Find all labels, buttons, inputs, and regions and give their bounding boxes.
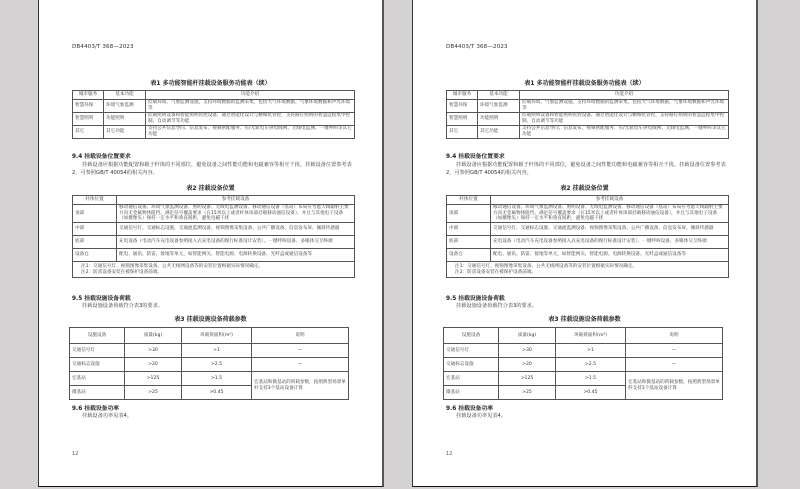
page-number: 12 (446, 451, 453, 457)
table1-header: 城市服务 (447, 91, 478, 100)
table2-note: 注1：交通信号灯、视频图像采集设备、公共无线网设备等的安装位置根据实际情况确定。 (81, 264, 264, 269)
table3 (443, 327, 723, 400)
table3-header: 质量(kg) (499, 328, 556, 344)
table-row: 宏基站 >125 >1.5 宏基站和微基站的荷载参数，按照典型场景单杆支持3个基站设备计算 (70, 372, 349, 386)
document-page-right (412, 0, 758, 487)
table-row: 智慧照明 功能照明 挂载照明设备和智能照明管控设备，通过智能化设计与精细化管控，支持路灯照明的智慧远程集中控制、自动调节等功能 (73, 113, 355, 126)
table-row: 中部 交通信号灯、交通标志设施、交通流监测设备、视频图像采集设备、公共广播设备、信息发布屏、倾斜传感器 (447, 223, 729, 236)
table-row: 交通信号灯 >30 >1 — (444, 344, 723, 358)
table-row: 交通信号灯 >30 >1 — (70, 344, 349, 358)
section-heading-9-5: 9.5 挂载设施设备荷载 (72, 296, 131, 302)
table-row: 交通标志设施 >20 >2.5 — (70, 358, 349, 372)
section-9-4-paragraph: 挂载设备应根据功能配置和载于杆体的不同部位，避免设备之间性能功能和电磁兼容等相互干扰。挂载设备位置参考表2，可参照GB/T 40054的相关内容。 (446, 162, 726, 176)
table-row: 宏基站 >125 >1.5 宏基站和微基站的荷载参数，按照典型场景单杆支持3个基站设备计算 (444, 372, 723, 386)
table1-title: 表1 多功能智能杆挂载设备服务功能表（续） (524, 80, 645, 87)
table2-note: 注2：防雷设备安装在被保护设备前端。 (81, 269, 163, 275)
table2-header: 参考挂载设备 (117, 196, 355, 205)
table1-title: 表1 多功能智能杆挂载设备服务功能表（续） (150, 80, 271, 87)
table3-header: 风载荷面积(m²) (556, 328, 626, 344)
table2 (72, 195, 355, 278)
page-number: 12 (72, 451, 79, 457)
table1-header: 基本功能 (478, 91, 520, 100)
section-heading-9-4: 9.4 挂载设备位置要求 (72, 154, 131, 160)
table2-note: 注1：交通信号灯、视频图像采集设备、公共无线网设备等的安装位置根据实际情况确定。 (455, 264, 638, 269)
table3-header: 风载荷面积(m²) (182, 328, 252, 344)
table2-notes (447, 262, 729, 278)
table1-header: 功能介绍 (520, 91, 729, 100)
table-row: 顶部 移动通信设备、环境气象监测设备、照明设备、无线电监测设备、移动通信设备（基站）布局应考虑天线辐射主要方向无金属物体阻挡。满足信号覆盖要求（在15米以上或者杆体顶部挂载移动通信设备），并且与其他电子设备（如摄像头）保持一定水平和垂直间距，避免电磁干扰 (73, 205, 355, 223)
table-row: 微基站 >25 >0.45 (70, 386, 349, 400)
table2-title: 表2 挂载设备位置 (560, 185, 609, 192)
table2-note: 注2：防雷设备安装在被保护设备前端。 (455, 269, 537, 275)
table3-header: 设施设备 (444, 328, 499, 344)
document-id: DB4403/T 368—2023 (446, 44, 508, 50)
section-9-5-paragraph: 挂载设施设备荷载符合表3的要求。 (456, 303, 538, 309)
section-9-6-paragraph: 挂载设备功率见表4。 (456, 413, 506, 419)
table3-header: 说明 (252, 328, 349, 344)
table-row: 智慧照明 功能照明 挂载照明设备和智能照明管控设备，通过智能化设计与精细化管控，支持路灯照明的智慧远程集中控制、自动调节等功能 (447, 113, 729, 126)
table1 (72, 90, 355, 139)
section-9-4-paragraph: 挂载设备应根据功能配置和载于杆体的不同部位，避免设备之间性能功能和电磁兼容等相互干扰。挂载设备位置参考表2，可参照GB/T 40054的相关内容。 (72, 162, 352, 176)
table3 (69, 327, 349, 400)
document-page-left (38, 0, 384, 487)
table-row: 设备仓 配电、通讯、防雷、接地等单元，如智能网关、智能电源、电源转换设备、光纤盒或通信设备等 (73, 249, 355, 262)
table2-header: 杆体位置 (447, 196, 491, 205)
table1-header: 基本功能 (104, 91, 146, 100)
table-row: 底部 充电设备（电动汽车充电设备参照接入式充电设备的现行标准设计安装）、一键呼叫设备、多媒体交互终端 (73, 236, 355, 249)
table2 (446, 195, 729, 278)
table1 (446, 90, 729, 139)
document-id: DB4403/T 368—2023 (72, 44, 134, 50)
table-row: 智慧环保 环境气象监测 挂载环境、气象监测设施，支持环境数据的监测采集，包括大气环境数据、气象环境数据和声光环境等 (73, 100, 355, 113)
section-9-6-paragraph: 挂载设备功率见表4。 (82, 413, 132, 419)
section-heading-9-4: 9.4 挂载设备位置要求 (446, 154, 505, 160)
table1-header: 城市服务 (73, 91, 104, 100)
table-row: 中部 交通信号灯、交通标志设施、交通流监测设备、视频图像采集设备、公共广播设备、信息发布屏、倾斜传感器 (73, 223, 355, 236)
table3-title: 表3 挂载设施设备荷载参数 (174, 316, 247, 323)
section-heading-9-6: 9.6 挂载设备功率 (446, 406, 494, 412)
table1-header: 功能介绍 (146, 91, 355, 100)
table-row: 其它 其它功能 支持公共信息导向、信息发布、视频供配服务、有/无轨电车供电线网、无线电监测、一键呼叫等其它功能 (73, 126, 355, 139)
table-row: 底部 充电设备（电动汽车充电设备参照接入式充电设备的现行标准设计安装）、一键呼叫设备、多媒体交互终端 (447, 236, 729, 249)
section-heading-9-6: 9.6 挂载设备功率 (72, 406, 120, 412)
table-row: 微基站 >25 >0.45 (444, 386, 723, 400)
table2-header: 参考挂载设备 (491, 196, 729, 205)
table2-header: 杆体位置 (73, 196, 117, 205)
table-row: 智慧环保 环境气象监测 挂载环境、气象监测设施，支持环境数据的监测采集，包括大气环境数据、气象环境数据和声光环境等 (447, 100, 729, 113)
table3-header: 质量(kg) (125, 328, 182, 344)
table-row: 顶部 移动通信设备、环境气象监测设备、照明设备、无线电监测设备、移动通信设备（基站）布局应考虑天线辐射主要方向无金属物体阻挡。满足信号覆盖要求（在15米以上或者杆体顶部挂载移动通信设备），并且与其他电子设备（如摄像头）保持一定水平和垂直间距，避免电磁干扰 (447, 205, 729, 223)
table2-title: 表2 挂载设备位置 (186, 185, 235, 192)
table-row: 设备仓 配电、通讯、防雷、接地等单元，如智能网关、智能电源、电源转换设备、光纤盒或通信设备等 (447, 249, 729, 262)
table-row: 其它 其它功能 支持公共信息导向、信息发布、视频供配服务、有/无轨电车供电线网、无线电监测、一键呼叫等其它功能 (447, 126, 729, 139)
table2-notes (73, 262, 355, 278)
table3-header: 说明 (626, 328, 723, 344)
table-row: 交通标志设施 >20 >2.5 — (444, 358, 723, 372)
section-9-5-paragraph: 挂载设施设备荷载符合表3的要求。 (82, 303, 164, 309)
table3-header: 设施设备 (70, 328, 125, 344)
table3-title: 表3 挂载设施设备荷载参数 (548, 316, 621, 323)
section-heading-9-5: 9.5 挂载设施设备荷载 (446, 296, 505, 302)
